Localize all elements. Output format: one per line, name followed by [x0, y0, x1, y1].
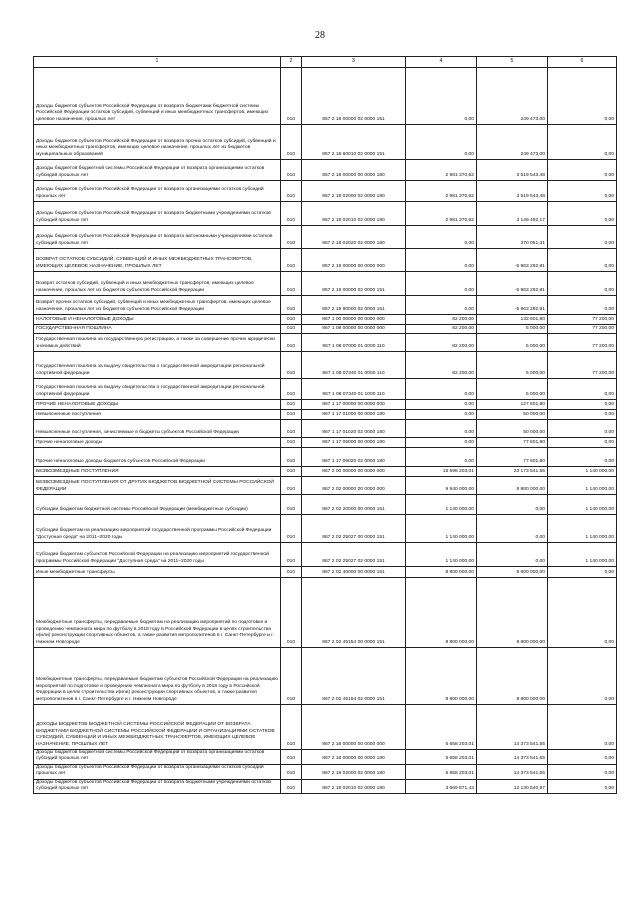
row-value-col6-cell: 0,00 — [548, 420, 617, 438]
row-code-cell: 010 — [281, 410, 302, 420]
row-value-col6-cell: 0,00 — [548, 578, 617, 648]
row-value-col4-cell: 1 140 000,00 — [406, 543, 477, 567]
row-kbk-cell: 867 2 02 40000 00 0000 151 — [302, 567, 406, 578]
row-code-cell: 010 — [281, 438, 302, 448]
row-name-cell: Доходы бюджетов субъектов Российской Федерации от возврата автономными учреждениями остатков субсидий прошлых лет — [34, 226, 281, 249]
row-code-cell: 010 — [281, 515, 302, 543]
row-value-col4-cell: 8 800 000,00 — [406, 648, 477, 705]
row-value-col5-cell: 5 000,00 — [477, 379, 548, 400]
table-row — [34, 420, 617, 438]
row-value-col5-cell: 8 800 000,00 — [477, 567, 548, 578]
row-value-col6-cell: 0,00 — [548, 296, 617, 315]
column-header: 2 — [281, 57, 302, 68]
row-value-col5-cell: 0,00 — [477, 543, 548, 567]
row-value-col5-cell: 77 601,80 — [477, 438, 548, 448]
row-value-col5-cell: -5 963 292,81 — [477, 296, 548, 315]
row-value-col5-cell: 14 373 541,55 — [477, 750, 548, 765]
row-value-col4-cell: 0,00 — [406, 249, 477, 272]
row-kbk-cell: 857 2 18 02020 02 0000 180 — [302, 226, 406, 249]
table-row — [34, 448, 617, 467]
row-value-col4-cell: 2 981 370,62 — [406, 181, 477, 202]
row-kbk-cell: 867 1 17 05000 00 0000 180 — [302, 438, 406, 448]
row-value-col5-cell: 0,00 — [477, 515, 548, 543]
column-header: 5 — [477, 57, 548, 68]
row-kbk-cell: 867 2 18 02010 02 0000 180 — [302, 779, 406, 794]
row-value-col4-cell: 0,00 — [406, 226, 477, 249]
row-kbk-cell: 857 2 18 02010 02 0000 180 — [302, 202, 406, 226]
row-value-col5-cell: 5 000,00 — [477, 325, 548, 334]
row-value-col6-cell: 0,00 — [548, 181, 617, 202]
row-code-cell: 010 — [281, 420, 302, 438]
budget-income-table — [33, 56, 617, 794]
row-kbk-cell: 867 2 00 00000 00 0000 000 — [302, 467, 406, 477]
row-code-cell: 010 — [281, 705, 302, 750]
row-value-col5-cell: 50 000,00 — [477, 420, 548, 438]
row-kbk-cell: 867 1 08 07340 01 1000 110 — [302, 379, 406, 400]
row-kbk-cell: 857 2 18 60010 02 0000 151 — [302, 125, 406, 160]
row-kbk-cell: 857 2 18 02000 02 0000 180 — [302, 181, 406, 202]
row-value-col5-cell: 77 601,80 — [477, 448, 548, 467]
row-value-col6-cell: 0,00 — [548, 68, 617, 125]
column-header: 4 — [406, 57, 477, 68]
row-value-col4-cell: 1 140 000,00 — [406, 515, 477, 543]
table-row — [34, 125, 617, 160]
table-row — [34, 296, 617, 315]
row-name-cell: ГОСУДАРСТВЕННАЯ ПОШЛИНА — [34, 325, 281, 334]
table-row — [34, 160, 617, 181]
table-row — [34, 272, 617, 296]
table-row — [34, 515, 617, 543]
row-name-cell: Субсидии бюджетам на реализацию мероприятий государственной программы Российской Федерации "Доступная среда" на 2011–2020 годы — [34, 515, 281, 543]
table-row — [34, 400, 617, 410]
table-row — [34, 567, 617, 578]
row-kbk-cell: 867 2 18 02000 02 0000 180 — [302, 764, 406, 779]
row-kbk-cell: 867 2 02 25027 00 0000 151 — [302, 515, 406, 543]
row-code-cell: 010 — [281, 334, 302, 352]
table-row — [34, 779, 617, 794]
row-value-col4-cell: 0,00 — [406, 448, 477, 467]
table-row — [34, 648, 617, 705]
row-value-col4-cell: 15 598 203,01 — [406, 467, 477, 477]
row-code-cell: 010 — [281, 226, 302, 249]
row-value-col6-cell: 0,00 — [548, 202, 617, 226]
row-name-cell: Иные межбюджетные трансферты — [34, 567, 281, 578]
row-name-cell: Доходы бюджетов субъектов Российской Федерации от возврата бюджетными учреждениями остатков субсидий прошлых лет — [34, 779, 281, 794]
row-kbk-cell: 867 2 18 00000 00 0000 180 — [302, 750, 406, 765]
table-row — [34, 495, 617, 515]
table-row — [34, 249, 617, 272]
row-value-col6-cell: 0,00 — [548, 272, 617, 296]
row-kbk-cell: 867 2 02 45154 00 0000 151 — [302, 578, 406, 648]
row-code-cell: 010 — [281, 495, 302, 515]
table-row — [34, 764, 617, 779]
row-value-col5-cell: -5 963 292,81 — [477, 249, 548, 272]
row-kbk-cell: 857 2 19 90000 02 0000 151 — [302, 296, 406, 315]
row-name-cell: ДОХОДЫ БЮДЖЕТОВ БЮДЖЕТНОЙ СИСТЕМЫ РОССИЙСКОЙ ФЕДЕРАЦИИ ОТ ВОЗВРАТА БЮДЖЕТАМИ БЮДЖЕТНОЙ СИСТЕМЫ РОССИЙСКОЙ ФЕДЕРАЦИИ И ОРГАНИЗАЦИЯМИ ОСТАТКОВ СУБСИДИЙ, СУБВЕНЦИЙ И ИНЫХ МЕЖБЮДЖЕТНЫХ ТРАНСФЕРТОВ, ИМЕЮЩИХ ЦЕЛЕВОЕ НАЗНАЧЕНИЕ, ПРОШЛЫХ ЛЕТ — [34, 705, 281, 750]
row-kbk-cell: 867 2 02 20000 00 0000 151 — [302, 495, 406, 515]
row-value-col6-cell: 77 200,00 — [548, 315, 617, 325]
row-name-cell: Прочие неналоговые доходы бюджетов субъектов Российской Федерации — [34, 448, 281, 467]
table-header-row — [34, 57, 617, 68]
row-code-cell: 010 — [281, 750, 302, 765]
row-code-cell: 010 — [281, 400, 302, 410]
row-value-col6-cell: 0,00 — [548, 438, 617, 448]
row-value-col6-cell: 1 140 000,00 — [548, 495, 617, 515]
row-kbk-cell: 867 1 08 00000 00 0000 000 — [302, 325, 406, 334]
row-code-cell: 010 — [281, 315, 302, 325]
row-value-col6-cell: 1 140 000,00 — [548, 477, 617, 495]
row-value-col4-cell: 0,00 — [406, 420, 477, 438]
row-name-cell: Доходы бюджетов субъектов Российской Федерации от возврата бюджетами бюджетной системы Российской Федерации остатков субсидий, субвенций и иных межбюджетных трансфертов, имеющих целевое назначение, прошлых лет — [34, 68, 281, 125]
row-value-col5-cell: 370 051,31 — [477, 226, 548, 249]
row-value-col6-cell: 0,00 — [548, 379, 617, 400]
table-row — [34, 477, 617, 495]
row-value-col6-cell: 0,00 — [548, 764, 617, 779]
row-value-col4-cell: 5 658 203,01 — [406, 705, 477, 750]
row-kbk-cell: 867 1 17 01020 02 0000 180 — [302, 420, 406, 438]
row-value-col4-cell: 0,00 — [406, 272, 477, 296]
table-row — [34, 202, 617, 226]
row-value-col4-cell: 82 200,00 — [406, 325, 477, 334]
row-kbk-cell: 867 2 02 00000 00 0000 000 — [302, 477, 406, 495]
row-name-cell: Доходы бюджетов субъектов Российской Федерации от возврата бюджетными учреждениями остатков субсидий прошлых лет — [34, 202, 281, 226]
row-code-cell: 010 — [281, 477, 302, 495]
row-value-col4-cell: 0,00 — [406, 68, 477, 125]
row-value-col6-cell: 0,00 — [548, 410, 617, 420]
row-value-col4-cell: 2 981 370,62 — [406, 202, 477, 226]
row-name-cell: Возврат остатков субсидий, субвенций и иных межбюджетных трансфертов, имеющих целевое назначение, прошлых лет из бюджетов субъектов Российской Федерации — [34, 272, 281, 296]
table-row — [34, 750, 617, 765]
row-value-col5-cell: 249 473,00 — [477, 68, 548, 125]
row-value-col4-cell: 82 200,00 — [406, 352, 477, 379]
row-name-cell: Невыясненные поступления, зачисляемые в бюджеты субъектов Российской Федерации — [34, 420, 281, 438]
row-name-cell: Государственная пошлина за выдачу свидетельства о государственной аккредитации региональной спортивной федерации — [34, 379, 281, 400]
row-code-cell: 010 — [281, 578, 302, 648]
row-code-cell: 010 — [281, 125, 302, 160]
row-code-cell: 010 — [281, 648, 302, 705]
row-value-col6-cell: 0,00 — [548, 125, 617, 160]
row-value-col5-cell: 3 149 492,17 — [477, 202, 548, 226]
row-code-cell: 010 — [281, 352, 302, 379]
row-name-cell: ВОЗВРАТ ОСТАТКОВ СУБСИДИЙ, СУБВЕНЦИЙ И ИНЫХ МЕЖБЮДЖЕТНЫХ ТРАНСФЕРТОВ, ИМЕЮЩИХ ЦЕЛЕВОЕ НАЗНАЧЕНИЕ, ПРОШЛЫХ ЛЕТ — [34, 249, 281, 272]
row-kbk-cell: 857 2 18 00000 02 0000 151 — [302, 68, 406, 125]
table-row — [34, 334, 617, 352]
row-value-col5-cell: 23 173 541,55 — [477, 467, 548, 477]
row-value-col6-cell: 0,00 — [548, 648, 617, 705]
row-value-col5-cell: 8 800 000,00 — [477, 477, 548, 495]
column-header: 3 — [302, 57, 406, 68]
table-row — [34, 181, 617, 202]
row-name-cell: Субсидии бюджетам субъектов Российской Федерации на реализацию мероприятий государственной программы Российской Федерации "Доступная среда" на 2011–2020 годы — [34, 543, 281, 567]
row-value-col5-cell: 5 000,00 — [477, 352, 548, 379]
table-row — [34, 352, 617, 379]
row-kbk-cell: 857 2 18 00000 00 0000 180 — [302, 160, 406, 181]
row-code-cell: 010 — [281, 202, 302, 226]
row-value-col6-cell: 0,00 — [548, 779, 617, 794]
table-row — [34, 705, 617, 750]
table-row — [34, 226, 617, 249]
row-value-col5-cell: 127 601,80 — [477, 400, 548, 410]
column-header: 6 — [548, 57, 617, 68]
row-value-col6-cell: 77 200,00 — [548, 352, 617, 379]
row-value-col4-cell: 0,00 — [406, 379, 477, 400]
row-kbk-cell: 857 2 19 00000 02 0000 151 — [302, 272, 406, 296]
row-value-col6-cell: 0,00 — [548, 400, 617, 410]
row-kbk-cell: 857 2 19 00000 00 0000 000 — [302, 249, 406, 272]
column-header: 1 — [34, 57, 281, 68]
row-name-cell: БЕЗВОЗМЕЗДНЫЕ ПОСТУПЛЕНИЯ ОТ ДРУГИХ БЮДЖЕТОВ БЮДЖЕТНОЙ СИСТЕМЫ РОССИЙСКОЙ ФЕДЕРАЦИИ — [34, 477, 281, 495]
row-value-col4-cell: 0,00 — [406, 125, 477, 160]
row-value-col5-cell: 3 519 543,48 — [477, 160, 548, 181]
row-code-cell: 010 — [281, 779, 302, 794]
row-value-col5-cell: -5 963 292,81 — [477, 272, 548, 296]
row-name-cell: БЕЗВОЗМЕЗДНЫЕ ПОСТУПЛЕНИЯ — [34, 467, 281, 477]
row-code-cell: 010 — [281, 325, 302, 334]
row-value-col5-cell: 249 473,00 — [477, 125, 548, 160]
row-value-col4-cell: 1 140 000,00 — [406, 495, 477, 515]
row-name-cell: Доходы бюджетов субъектов Российской Федерации от возврата прочих остатков субсидий, субвенций и иных межбюджетных трансфертов, имеющих целевое назначение, прошлых лет из бюджетов муниципальных образований — [34, 125, 281, 160]
table-row — [34, 438, 617, 448]
row-value-col4-cell: 82 200,00 — [406, 315, 477, 325]
table-row — [34, 410, 617, 420]
row-value-col4-cell: 0,00 — [406, 438, 477, 448]
row-value-col5-cell: 5 000,00 — [477, 334, 548, 352]
row-name-cell: Доходы бюджетов субъектов Российской Федерации от возврата организациями остатков субсидий прошлых лет — [34, 181, 281, 202]
row-code-cell: 010 — [281, 448, 302, 467]
row-kbk-cell: 867 2 18 00000 00 0000 000 — [302, 705, 406, 750]
row-value-col6-cell: 0,00 — [548, 750, 617, 765]
table-row — [34, 467, 617, 477]
row-value-col5-cell: 8 800 000,00 — [477, 578, 548, 648]
row-value-col4-cell: 8 800 000,00 — [406, 578, 477, 648]
row-code-cell: 010 — [281, 160, 302, 181]
row-value-col4-cell: 0,00 — [406, 296, 477, 315]
row-value-col6-cell: 0,00 — [548, 226, 617, 249]
row-value-col4-cell: 2 981 370,62 — [406, 160, 477, 181]
row-value-col6-cell: 1 140 000,00 — [548, 515, 617, 543]
row-name-cell: Государственная пошлина за выдачу свидетельства о государственной аккредитации региональной спортивной федерации — [34, 352, 281, 379]
row-value-col5-cell: 0,00 — [477, 495, 548, 515]
row-name-cell: Субсидии бюджетам бюджетной системы Российской Федерации (межбюджетные субсидии) — [34, 495, 281, 515]
table-row — [34, 68, 617, 125]
row-value-col5-cell: 12 130 540,97 — [477, 779, 548, 794]
row-name-cell: Прочие неналоговые доходы — [34, 438, 281, 448]
row-value-col5-cell: 14 373 541,55 — [477, 705, 548, 750]
row-value-col6-cell: 0,00 — [548, 160, 617, 181]
row-kbk-cell: 867 2 02 45154 02 0000 151 — [302, 648, 406, 705]
row-name-cell: Государственная пошлина за государственную регистрацию, а также за совершение прочих юридически значимых действий — [34, 334, 281, 352]
row-code-cell: 010 — [281, 379, 302, 400]
row-name-cell: Доходы бюджетов субъектов Российской Федерации от возврата организациями остатков субсидий прошлых лет — [34, 764, 281, 779]
row-kbk-cell: 867 2 02 25027 02 0000 151 — [302, 543, 406, 567]
row-code-cell: 010 — [281, 296, 302, 315]
row-name-cell: Межбюджетные трансферты, передаваемые бюджетам субъектов Российской Федерации на реализацию мероприятий по подготовке и проведению чемпионата мира по футболу в 2018 году в Российской Федерации в целях строительства и(или) реконструкции спортивных объектов, а также развития метрополитенов в г. Санкт-Петербурге и г. Нижнем Новгороде — [34, 648, 281, 705]
row-value-col6-cell: 0,00 — [548, 567, 617, 578]
table-row — [34, 578, 617, 648]
row-value-col4-cell: 8 800 000,00 — [406, 567, 477, 578]
row-code-cell: 010 — [281, 249, 302, 272]
row-kbk-cell: 867 1 08 07000 01 0000 110 — [302, 334, 406, 352]
row-value-col4-cell: 9 940 000,00 — [406, 477, 477, 495]
table-row — [34, 379, 617, 400]
row-value-col5-cell: 8 800 000,00 — [477, 648, 548, 705]
row-kbk-cell: 867 1 17 01000 00 0000 180 — [302, 410, 406, 420]
row-code-cell: 010 — [281, 543, 302, 567]
row-code-cell: 010 — [281, 272, 302, 296]
row-code-cell: 010 — [281, 764, 302, 779]
table-row — [34, 315, 617, 325]
row-name-cell: Межбюджетные трансферты, передаваемые бюджетам на реализацию мероприятий по подготовке и проведению чемпионата мира по футболу в 2018 году в Российской Федерации в целях строительства и(или) реконструкции спортивных объектов, а также развития метрополитенов в г. Санкт-Петербурге и г. Нижнем Новгороде — [34, 578, 281, 648]
row-kbk-cell: 867 1 00 00000 00 0000 000 — [302, 315, 406, 325]
row-value-col5-cell: 3 519 543,48 — [477, 181, 548, 202]
row-kbk-cell: 867 1 08 07340 01 0000 110 — [302, 352, 406, 379]
row-value-col4-cell: 5 658 203,01 — [406, 750, 477, 765]
row-kbk-cell: 867 1 17 00000 00 0000 000 — [302, 400, 406, 410]
row-value-col5-cell: 14 373 541,55 — [477, 764, 548, 779]
row-code-cell: 010 — [281, 181, 302, 202]
row-value-col4-cell: 0,00 — [406, 410, 477, 420]
row-code-cell: 010 — [281, 68, 302, 125]
row-value-col6-cell: 77 200,00 — [548, 325, 617, 334]
row-value-col4-cell: 5 658 203,01 — [406, 764, 477, 779]
row-value-col5-cell: 132 601,80 — [477, 315, 548, 325]
row-value-col6-cell: 0,00 — [548, 448, 617, 467]
row-code-cell: 010 — [281, 467, 302, 477]
table-row — [34, 543, 617, 567]
row-value-col6-cell: 0,00 — [548, 705, 617, 750]
row-name-cell: Возврат прочих остатков субсидий, субвенций и иных межбюджетных трансфертов, имеющих целевое назначение, прошлых лет из бюджетов субъектов Российской Федерации — [34, 296, 281, 315]
row-name-cell: Невыясненные поступления — [34, 410, 281, 420]
row-value-col6-cell: 1 140 000,00 — [548, 543, 617, 567]
page-number: 28 — [315, 30, 325, 41]
row-value-col4-cell: 3 669 871,43 — [406, 779, 477, 794]
row-value-col5-cell: 50 000,00 — [477, 410, 548, 420]
row-value-col4-cell: 82 200,00 — [406, 334, 477, 352]
row-name-cell: Доходы бюджетов бюджетной системы Российской Федерации от возврата организациями остатков субсидий прошлых лет — [34, 160, 281, 181]
row-name-cell: Доходы бюджетов бюджетной системы Российской Федерации от возврата организациями остатков субсидий прошлых лет — [34, 750, 281, 765]
row-code-cell: 010 — [281, 567, 302, 578]
table-row — [34, 325, 617, 334]
row-value-col4-cell: 0,00 — [406, 400, 477, 410]
row-name-cell: ПРОЧИЕ НЕНАЛОГОВЫЕ ДОХОДЫ — [34, 400, 281, 410]
row-value-col6-cell: 77 200,00 — [548, 334, 617, 352]
row-value-col6-cell: 1 140 000,00 — [548, 467, 617, 477]
row-kbk-cell: 867 1 17 05020 02 0000 180 — [302, 448, 406, 467]
row-name-cell: НАЛОГОВЫЕ И НЕНАЛОГОВЫЕ ДОХОДЫ — [34, 315, 281, 325]
row-value-col6-cell: 0,00 — [548, 249, 617, 272]
